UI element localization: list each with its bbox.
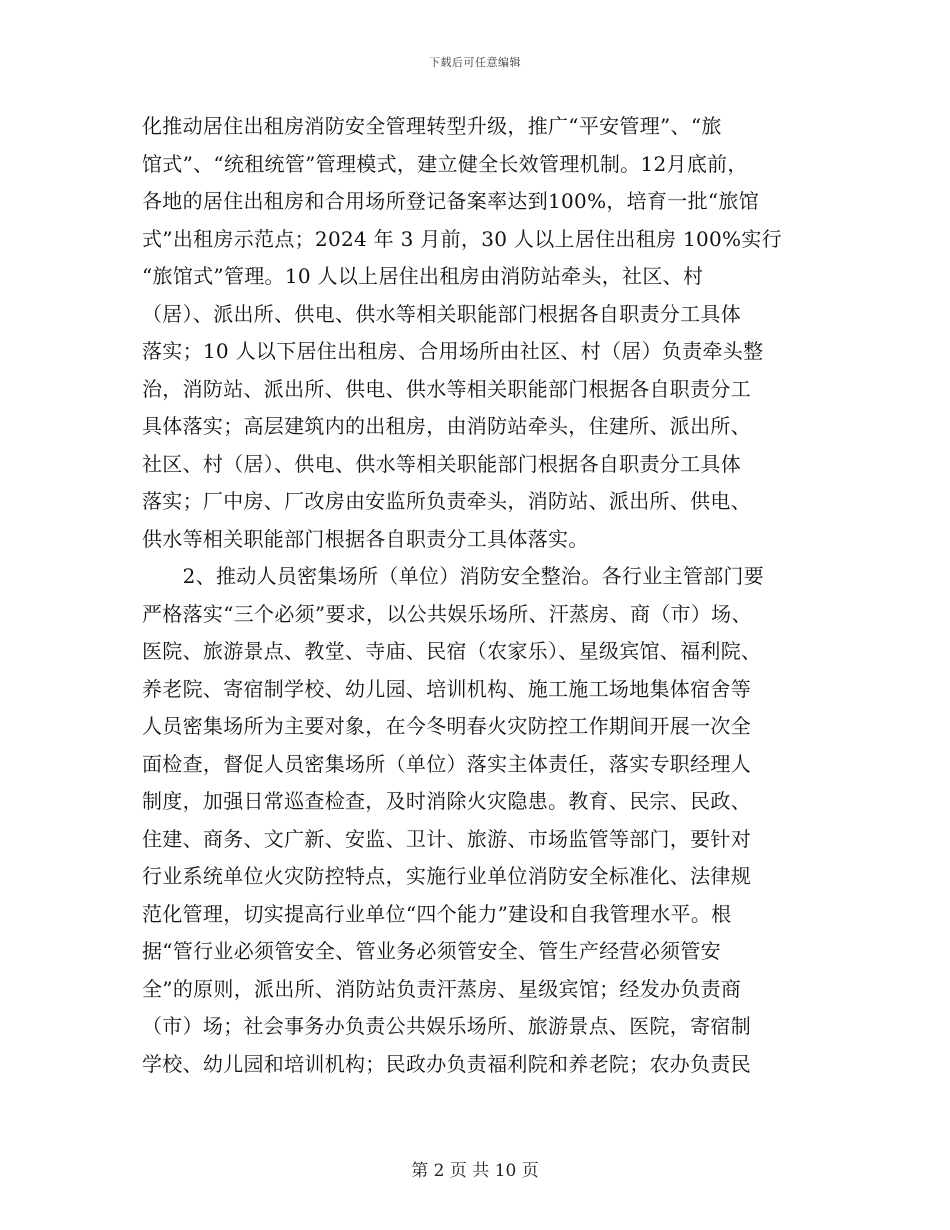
- text-line: 落实；厂中房、厂改房由安监所负责牵头，消防站、派出所、供电、: [142, 489, 751, 513]
- text-line: 馆式”、“统租统管”管理模式，建立健全长效管理机制。12月底前，: [142, 151, 748, 176]
- text-line: 面检查，督促人员密集场所（单位）落实主体责任，落实专职经理人: [142, 751, 751, 776]
- page-number-footer: 第 2 页 共 10 页: [411, 1161, 539, 1181]
- text-line: 各地的居住出租房和合用场所登记备案率达到100%，培育一批“旅馆: [142, 189, 760, 213]
- text-line: 全”的原则，派出所、消防站负责汗蒸房、星级宾馆；经发办负责商: [142, 976, 742, 1001]
- text-line: （居）、派出所、供电、供水等相关职能部门根据各自职责分工具体: [142, 301, 741, 326]
- text-line: 养老院、寄宿制学校、幼儿园、培训机构、施工施工场地集体宿舍等: [142, 676, 751, 701]
- text-line: 式”出租房示范点；2024 年 3 月前，30 人以上居住出租房 100%实行: [142, 226, 782, 251]
- text-line: 化推动居住出租房消防安全管理转型升级，推广“平安管理”、“旅: [142, 114, 722, 138]
- text-line: 行业系统单位火灾防控特点，实施行业单位消防安全标准化、法律规: [142, 864, 751, 888]
- text-line: 范化管理，切实提高行业单位“四个能力”建设和自我管理水平。根: [142, 901, 732, 926]
- text-line: 严格落实“三个必须”要求，以公共娱乐场所、汗蒸房、商（市）场、: [142, 601, 752, 626]
- text-line: 制度，加强日常巡查检查，及时消除火灾隐患。教育、民宗、民政、: [142, 789, 751, 813]
- text-line: 供水等相关职能部门根据各自职责分工具体落实。: [142, 526, 589, 551]
- text-line: 治，消防站、派出所、供电、供水等相关职能部门根据各自职责分工: [142, 376, 751, 401]
- text-line: 学校、幼儿园和培训机构；民政办负责福利院和养老院；农办负责民: [142, 1051, 751, 1076]
- body-text: [142, 108, 812, 1083]
- text-line: 医院、旅游景点、教堂、寺庙、民宿（农家乐）、星级宾馆、福利院、: [142, 639, 762, 663]
- text-line: 据“管行业必须管安全、管业务必须管安全、管生产经营必须管安: [142, 939, 721, 963]
- text-line: “旅馆式”管理。10 人以上居住出租房由消防站牵头，社区、村: [142, 264, 704, 288]
- text-line: （市）场；社会事务办负责公共娱乐场所、旅游景点、医院，寄宿制: [142, 1014, 751, 1038]
- header-note: 下载后可任意编辑: [429, 56, 521, 69]
- text-line: 落实；10 人以下居住出租房、合用场所由社区、村（居）负责牵头整: [142, 339, 764, 363]
- text-line: 住建、商务、文广新、安监、卫计、旅游、市场监管等部门，要针对: [142, 826, 751, 851]
- text-line: 具体落实；高层建筑内的出租房，由消防站牵头，住建所、派出所、: [142, 414, 751, 438]
- paragraph-start-line: 2、推动人员密集场所（单位）消防安全整治。各行业主管部门要: [142, 564, 765, 588]
- text-line: 社区、村（居）、供电、供水等相关职能部门根据各自职责分工具体: [142, 451, 741, 476]
- text-line: 人员密集场所为主要对象，在今冬明春火灾防控工作期间开展一次全: [142, 714, 751, 738]
